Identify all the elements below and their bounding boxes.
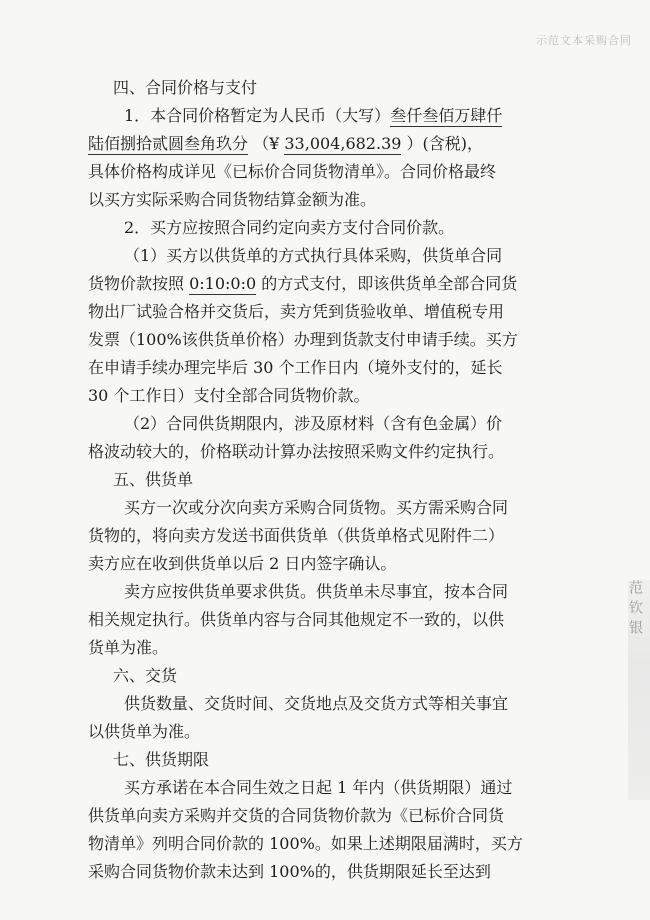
underlined-field: 0:10:0:0: [189, 274, 257, 293]
text-line: [0, 722, 650, 742]
text-line: [0, 834, 650, 854]
text-segment: （2）合同供货期限内，涉及原材料（含有色金属）价: [124, 414, 503, 433]
text-line: [0, 274, 650, 294]
underlined-field: 33,004,682.39: [284, 134, 402, 153]
text-segment: 相关规定执行。供货单内容与合同其他规定不一致的，以供: [88, 610, 505, 629]
text-line: [0, 78, 650, 98]
text-segment: 物出厂试验合格并交货后，卖方凭到货验收单、增值税专用: [88, 302, 505, 321]
text-segment: 货物价款按照: [88, 274, 190, 293]
text-segment: 以供货单为准。: [88, 722, 201, 741]
text-line: [0, 806, 650, 826]
text-line: [0, 526, 650, 546]
text-line: [0, 750, 650, 770]
text-segment: 格波动较大的，价格联动计算办法按照采购文件约定执行。: [88, 442, 505, 461]
text-segment: 卖方应按供货单要求供货。供货单未尽事宜，按本合同: [124, 582, 509, 601]
text-line: [0, 302, 650, 322]
text-line: [0, 442, 650, 462]
text-line: [0, 610, 650, 630]
text-segment: 供货数量、交货时间、交货地点及交货方式等相关事宜: [124, 694, 509, 713]
text-segment: 卖方应在收到供货单以后 2 日内签字确认。: [88, 554, 397, 573]
text-segment: 七、供货期限: [113, 750, 210, 769]
text-segment: 五、供货单: [113, 470, 194, 489]
text-line: [0, 134, 650, 154]
seal-text: 范钦银: [627, 580, 643, 640]
text-segment: 具体价格构成详见《已标价合同货物清单》。合同价格最终: [88, 162, 497, 181]
text-segment: 货单为准。: [88, 638, 169, 657]
text-line: [0, 638, 650, 658]
text-segment: 物清单》列明合同价款的 100%。如果上述期限届满时，买方: [88, 834, 523, 853]
seal-stamp: [626, 580, 650, 800]
text-line: [0, 330, 650, 350]
text-line: [0, 246, 650, 266]
underlined-field: 叁仟叁佰万肆仟: [390, 106, 503, 125]
text-line: [0, 190, 650, 210]
text-line: [0, 666, 650, 686]
text-line: [0, 358, 650, 378]
text-segment: （¥: [248, 134, 285, 153]
underlined-field: 陆佰捌拾贰圆叁角玖分: [88, 134, 249, 153]
text-segment: （1）买方以供货单的方式执行具体采购，供货单合同: [124, 246, 503, 265]
text-line: [0, 414, 650, 434]
text-segment: 发票（100%该供货单价格）办理到货款支付申请手续。买方: [88, 330, 518, 349]
text-line: [0, 862, 650, 882]
text-segment: ）(含税)，: [401, 134, 484, 153]
text-segment: 在申请手续办理完毕后 30 个工作日内（境外支付的，延长: [88, 358, 503, 377]
text-segment: 30 个工作日）支付全部合同货物价款。: [88, 386, 370, 405]
text-segment: 采购合同货物价款未达到 100%的，供货期限延长至达到: [88, 862, 491, 881]
text-line: [0, 106, 650, 126]
text-line: [0, 582, 650, 602]
text-segment: 供货单向卖方采购并交货的合同货物价款为《已标价合同货: [88, 806, 505, 825]
text-line: [0, 498, 650, 518]
text-line: [0, 778, 650, 798]
text-line: [0, 470, 650, 490]
text-line: [0, 162, 650, 182]
text-segment: 货物的，将向卖方发送书面供货单（供货单格式见附件二）: [88, 526, 505, 545]
text-segment: 的方式支付，即该供货单全部合同货: [256, 274, 518, 293]
text-line: [0, 386, 650, 406]
text-line: [0, 554, 650, 574]
text-segment: 以买方实际采购合同货物结算金额为准。: [88, 190, 377, 209]
text-segment: 1．本合同价格暂定为人民币（大写）: [124, 106, 391, 125]
text-segment: 买方一次或分次向卖方采购合同货物。买方需采购合同: [124, 498, 509, 517]
text-segment: 2．买方应按照合同约定向卖方支付合同价款。: [124, 218, 455, 237]
text-segment: 四、合同价格与支付: [113, 78, 258, 97]
header-watermark: 示范文本采购合同: [536, 34, 632, 47]
text-line: [0, 694, 650, 714]
text-segment: 六、交货: [113, 666, 178, 685]
text-segment: 买方承诺在本合同生效之日起 1 年内（供货期限）通过: [124, 778, 513, 797]
text-line: [0, 218, 650, 238]
